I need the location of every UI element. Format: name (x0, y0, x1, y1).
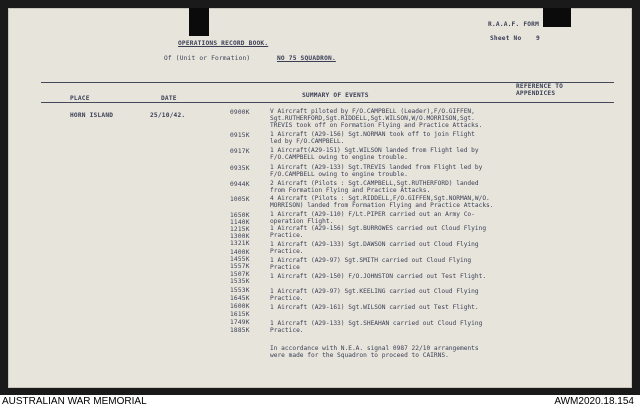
event-entry: 1 Aircraft (A29-133) Sgt.TREVIS landed from Flight led by F/O.CAMPBELL owing to engine trouble. (270, 164, 483, 178)
time-entry: 1645K (230, 295, 250, 302)
event-entry: 1 Aircraft (A29-110) F/Lt.PIPER carried out an Army Co- operation Flight. (270, 211, 475, 225)
scanned-page (8, 8, 632, 388)
time-entry: 0944K (230, 181, 250, 188)
accession-number: AWM2020.18.154 (554, 396, 634, 407)
time-entry: 1507K (230, 271, 250, 278)
raaf-form-label: R.A.A.F. FORM (488, 21, 540, 28)
time-entry: 1885K (230, 327, 250, 334)
date-value: 25/10/42. (150, 112, 186, 119)
event-entry: In accordance with N.E.A. signal 0987 22/10 arrangements were made for the Squadron to proceed to CAIRNS. (270, 345, 479, 359)
time-entry: 0917K (230, 148, 250, 155)
event-entry: 1 Aircraft(A29-151) Sgt.WILSON landed from Flight led by F/O.CAMPBELL owing to engine trouble. (270, 147, 479, 161)
time-entry: 1650K (230, 212, 250, 219)
time-entry: 1749K (230, 319, 250, 326)
binder-clip-right (543, 8, 571, 27)
event-entry: 1 Aircraft (A29-156) Sgt.BURROWES carried out Cloud Flying Practice. (270, 225, 487, 239)
institution-name: AUSTRALIAN WAR MEMORIAL (2, 396, 147, 407)
time-entry: 0935K (230, 165, 250, 172)
time-entry: 1455K (230, 256, 250, 263)
time-entry: 1005K (230, 196, 250, 203)
event-entry: 1 Aircraft (A29-97) Sgt.KEELING carried out Cloud Flying Practice. (270, 288, 479, 302)
unit-label: Of (Unit or Formation) (164, 55, 251, 62)
event-entry: V Aircraft piloted by F/O.CAMPBELL (Leader),F/O.GIFFEN, Sgt.RUTHERFORD,Sgt.RIDDELL,Sgt.WILSON,W/O.MORRISON,Sgt. TREVIS took off on Formation Flying and Practice Attacks. (270, 108, 483, 129)
event-entry: 4 Aircraft (Pilots : Sgt.RIDDELL,F/O.GIFFEN,Sgt.NORMAN,W/O. MORRISON) landed from Formation Flying and Practice Attacks. (270, 195, 494, 209)
place-value: HORN ISLAND (70, 112, 114, 119)
time-entry: 1215K (230, 226, 250, 233)
column-header-summary: SUMMARY OF EVENTS (302, 92, 369, 99)
time-entry: 1553K (230, 287, 250, 294)
time-entry: 1400K (230, 249, 250, 256)
column-header-reference: REFERENCE TO (516, 83, 564, 90)
footer-bar (0, 395, 640, 408)
time-entry: 0915K (230, 132, 250, 139)
event-entry: 1 Aircraft (A29-150) F/O.JOHNSTON carried out Test Flight. (270, 273, 487, 280)
page-title: OPERATIONS RECORD BOOK. (178, 40, 269, 47)
column-header-appendices: APPENDICES (516, 90, 556, 97)
event-entry: 1 Aircraft (A29-97) Sgt.SMITH carried out Cloud Flying Practice (270, 257, 472, 271)
time-entry: 1321K (230, 240, 250, 247)
event-entry: 2 Aircraft (Pilots : Sgt.CAMPBELL,Sgt.RUTHERFORD) landed from Formation Flying and Practice Attacks. (270, 180, 479, 194)
time-entry: 1535K (230, 278, 250, 285)
binder-clip-left (189, 8, 209, 36)
time-entry: 1600K (230, 303, 250, 310)
column-header-date: DATE (161, 95, 177, 102)
unit-name: NO 75 SQUADRON. (277, 55, 336, 62)
table-header-rule (41, 102, 614, 103)
event-entry: 1 Aircraft (A29-161) Sgt.WILSON carried out Test Flight. (270, 304, 479, 311)
event-entry: 1 Aircraft (A29-156) Sgt.NORMAN took off to join Flight led by F/O.CAMPBELL. (270, 131, 475, 145)
event-entry: 1 Aircraft (A29-133) Sgt.DAWSON carried out Cloud Flying Practice. (270, 241, 479, 255)
time-entry: 0900K (230, 109, 250, 116)
sheet-number: 9 (536, 35, 540, 42)
time-entry: 1300K (230, 233, 250, 240)
column-header-place: PLACE (70, 95, 90, 102)
sheet-label: Sheet No (490, 35, 522, 42)
time-entry: 1557K (230, 263, 250, 270)
time-entry: 1140K (230, 219, 250, 226)
time-entry: 1615K (230, 311, 250, 318)
event-entry: 1 Aircraft (A29-133) Sgt.SHEAHAN carried out Cloud Flying Practice. (270, 320, 483, 334)
